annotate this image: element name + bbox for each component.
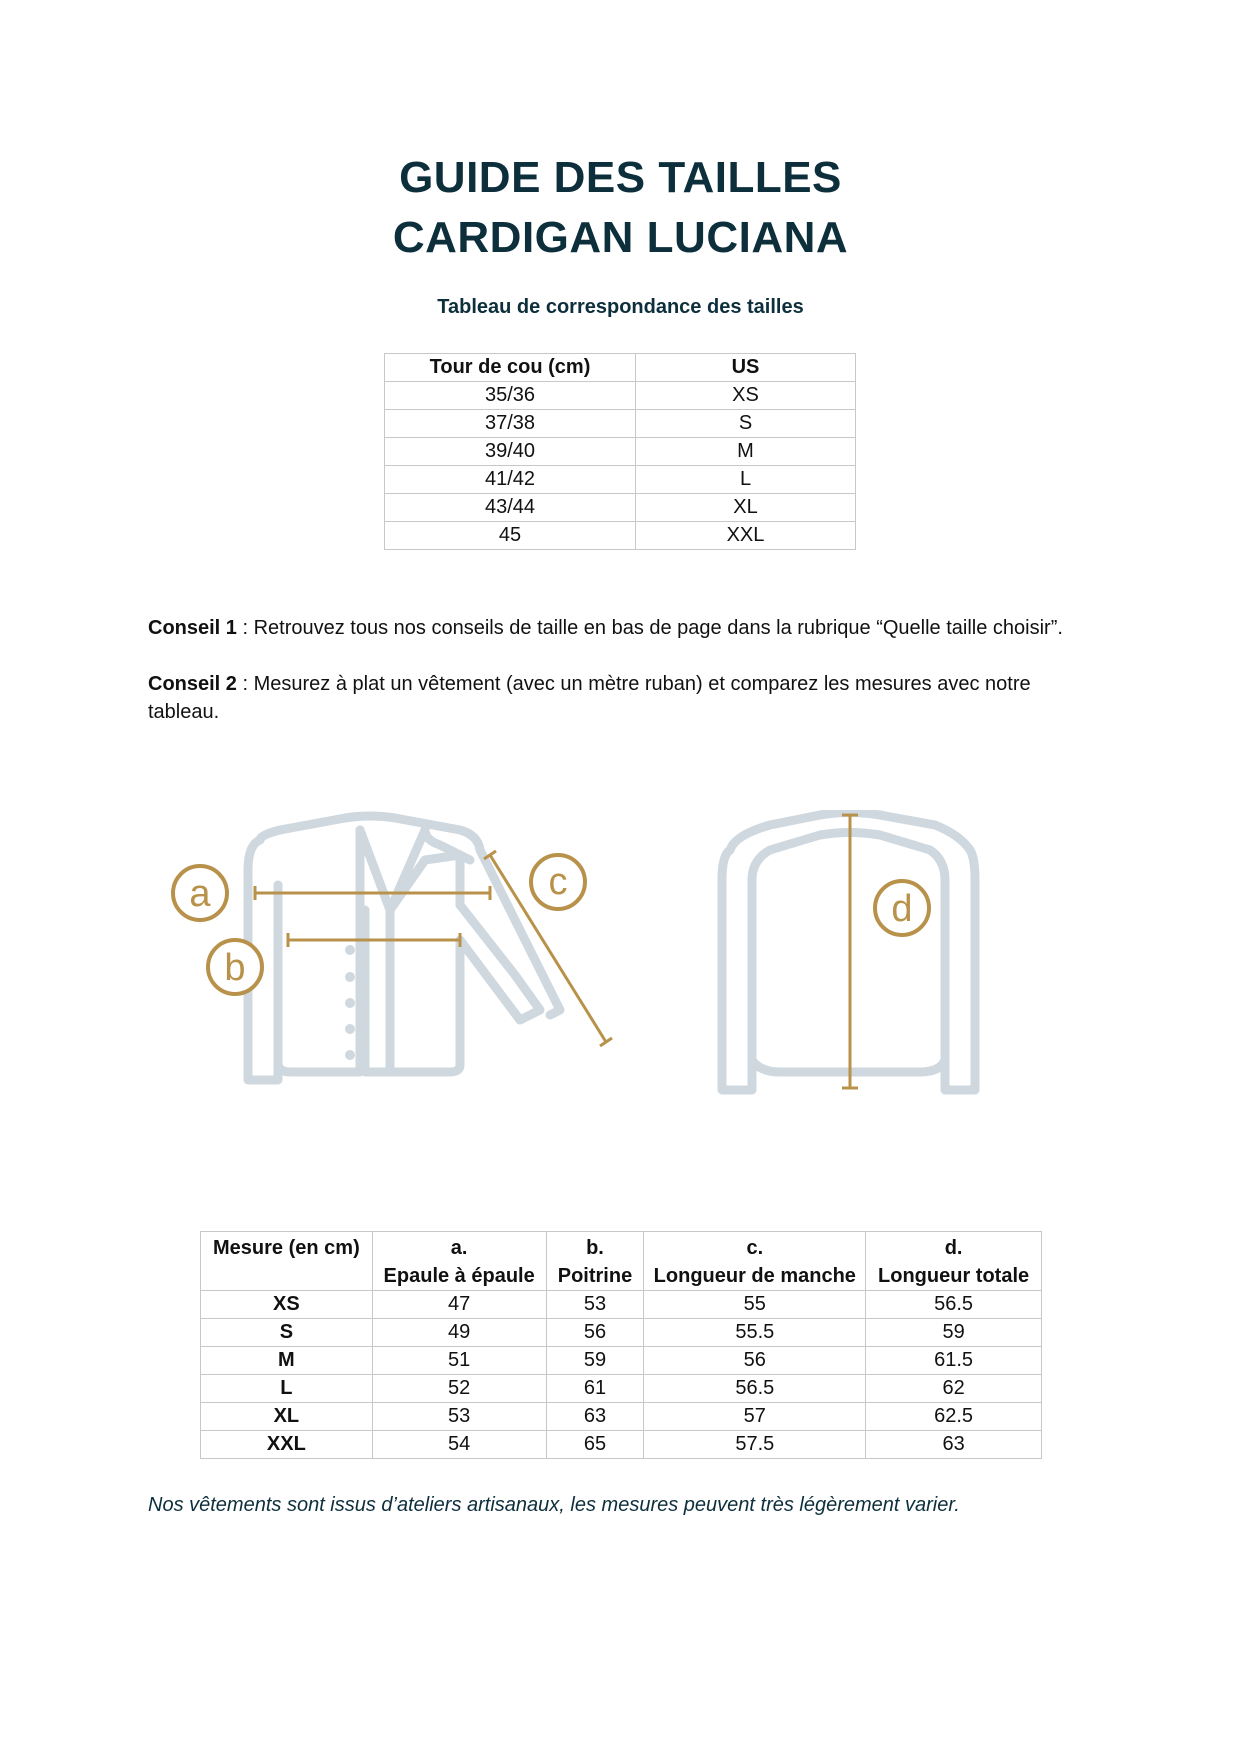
cell-us: XL — [636, 494, 856, 522]
cell-neck: 43/44 — [385, 494, 636, 522]
cell-size: S — [201, 1319, 373, 1347]
cell-a: 51 — [372, 1347, 546, 1375]
cell-neck: 41/42 — [385, 466, 636, 494]
label-d-text: d — [891, 888, 913, 930]
cell-a: 47 — [372, 1291, 546, 1319]
cell-us: L — [636, 466, 856, 494]
measurements-table — [200, 1231, 1042, 1459]
cell-d: 63 — [866, 1431, 1042, 1459]
correspondence-subtitle: Tableau de correspondance des tailles — [437, 296, 804, 318]
cell-a: 54 — [372, 1431, 546, 1459]
label-b-marker — [208, 940, 262, 994]
table-row — [201, 1347, 1042, 1375]
advice-2 — [148, 670, 1088, 726]
advice-1-label: Conseil 1 — [148, 617, 237, 639]
cell-b: 56 — [546, 1319, 644, 1347]
header-mesure: Mesure (en cm) — [201, 1232, 373, 1291]
measure-line-back — [842, 815, 858, 1088]
cardigan-buttons — [345, 945, 355, 1060]
cell-d: 62 — [866, 1375, 1042, 1403]
header-d: d. Longueur totale — [866, 1232, 1042, 1291]
cell-d: 56.5 — [866, 1291, 1042, 1319]
cell-c: 56.5 — [644, 1375, 866, 1403]
cell-size: XS — [201, 1291, 373, 1319]
table-row — [385, 466, 856, 494]
cell-b: 63 — [546, 1403, 644, 1431]
table-row — [201, 1319, 1042, 1347]
table-row — [385, 382, 856, 410]
header-neck: Tour de cou (cm) — [385, 354, 636, 382]
header-us: US — [636, 354, 856, 382]
advice-2-label: Conseil 2 — [148, 673, 237, 695]
table-row — [385, 522, 856, 550]
craftsmanship-note: Nos vêtements sont issus d’ateliers artisanaux, les mesures peuvent très légèrement varier. — [148, 1494, 960, 1516]
label-b-text: b — [224, 947, 246, 989]
table-header-row — [201, 1232, 1042, 1291]
advice-2-text: : Mesurez à plat un vêtement (avec un mètre ruban) et comparez les mesures avec notre tableau. — [148, 673, 1031, 723]
cell-us: M — [636, 438, 856, 466]
cell-b: 53 — [546, 1291, 644, 1319]
cell-a: 49 — [372, 1319, 546, 1347]
cardigan-front-illustration — [248, 816, 560, 1080]
cell-c: 55 — [644, 1291, 866, 1319]
cell-a: 52 — [372, 1375, 546, 1403]
cell-b: 61 — [546, 1375, 644, 1403]
cell-size: M — [201, 1347, 373, 1375]
cell-neck: 37/38 — [385, 410, 636, 438]
advice-1-text: : Retrouvez tous nos conseils de taille en bas de page dans la rubrique “Quelle taille choisir”. — [236, 617, 1063, 639]
cell-c: 57 — [644, 1403, 866, 1431]
table-row — [385, 494, 856, 522]
header-b: b. Poitrine — [546, 1232, 644, 1291]
table-row — [385, 438, 856, 466]
advice-1 — [148, 614, 1088, 642]
page-title-line-2: CARDIGAN LUCIANA — [392, 213, 849, 262]
label-d-marker — [875, 881, 929, 935]
cell-b: 59 — [546, 1347, 644, 1375]
header-c: c. Longueur de manche — [644, 1232, 866, 1291]
cell-c: 57.5 — [644, 1431, 866, 1459]
table-row — [201, 1403, 1042, 1431]
cell-size: XL — [201, 1403, 373, 1431]
cell-a: 53 — [372, 1403, 546, 1431]
cell-c: 56 — [644, 1347, 866, 1375]
cell-neck: 39/40 — [385, 438, 636, 466]
label-a-text: a — [189, 873, 211, 915]
page-title-line-1: GUIDE DES TAILLES — [399, 153, 842, 202]
cell-size: L — [201, 1375, 373, 1403]
table-row — [201, 1375, 1042, 1403]
label-c-marker — [531, 855, 585, 909]
cell-b: 65 — [546, 1431, 644, 1459]
cell-d: 61.5 — [866, 1347, 1042, 1375]
cell-us: S — [636, 410, 856, 438]
cell-d: 62.5 — [866, 1403, 1042, 1431]
cell-c: 55.5 — [644, 1319, 866, 1347]
cell-us: XS — [636, 382, 856, 410]
header-a: a. Epaule à épaule — [372, 1232, 546, 1291]
cell-us: XXL — [636, 522, 856, 550]
table-row — [201, 1291, 1042, 1319]
cell-neck: 45 — [385, 522, 636, 550]
correspondence-table — [384, 353, 856, 550]
label-a-marker — [173, 866, 227, 920]
table-header-row — [385, 354, 856, 382]
cell-d: 59 — [866, 1319, 1042, 1347]
table-row — [385, 410, 856, 438]
label-c-text: c — [548, 861, 568, 903]
measurement-diagram — [160, 810, 1020, 1150]
cell-size: XXL — [201, 1431, 373, 1459]
table-row — [201, 1431, 1042, 1459]
cell-neck: 35/36 — [385, 382, 636, 410]
